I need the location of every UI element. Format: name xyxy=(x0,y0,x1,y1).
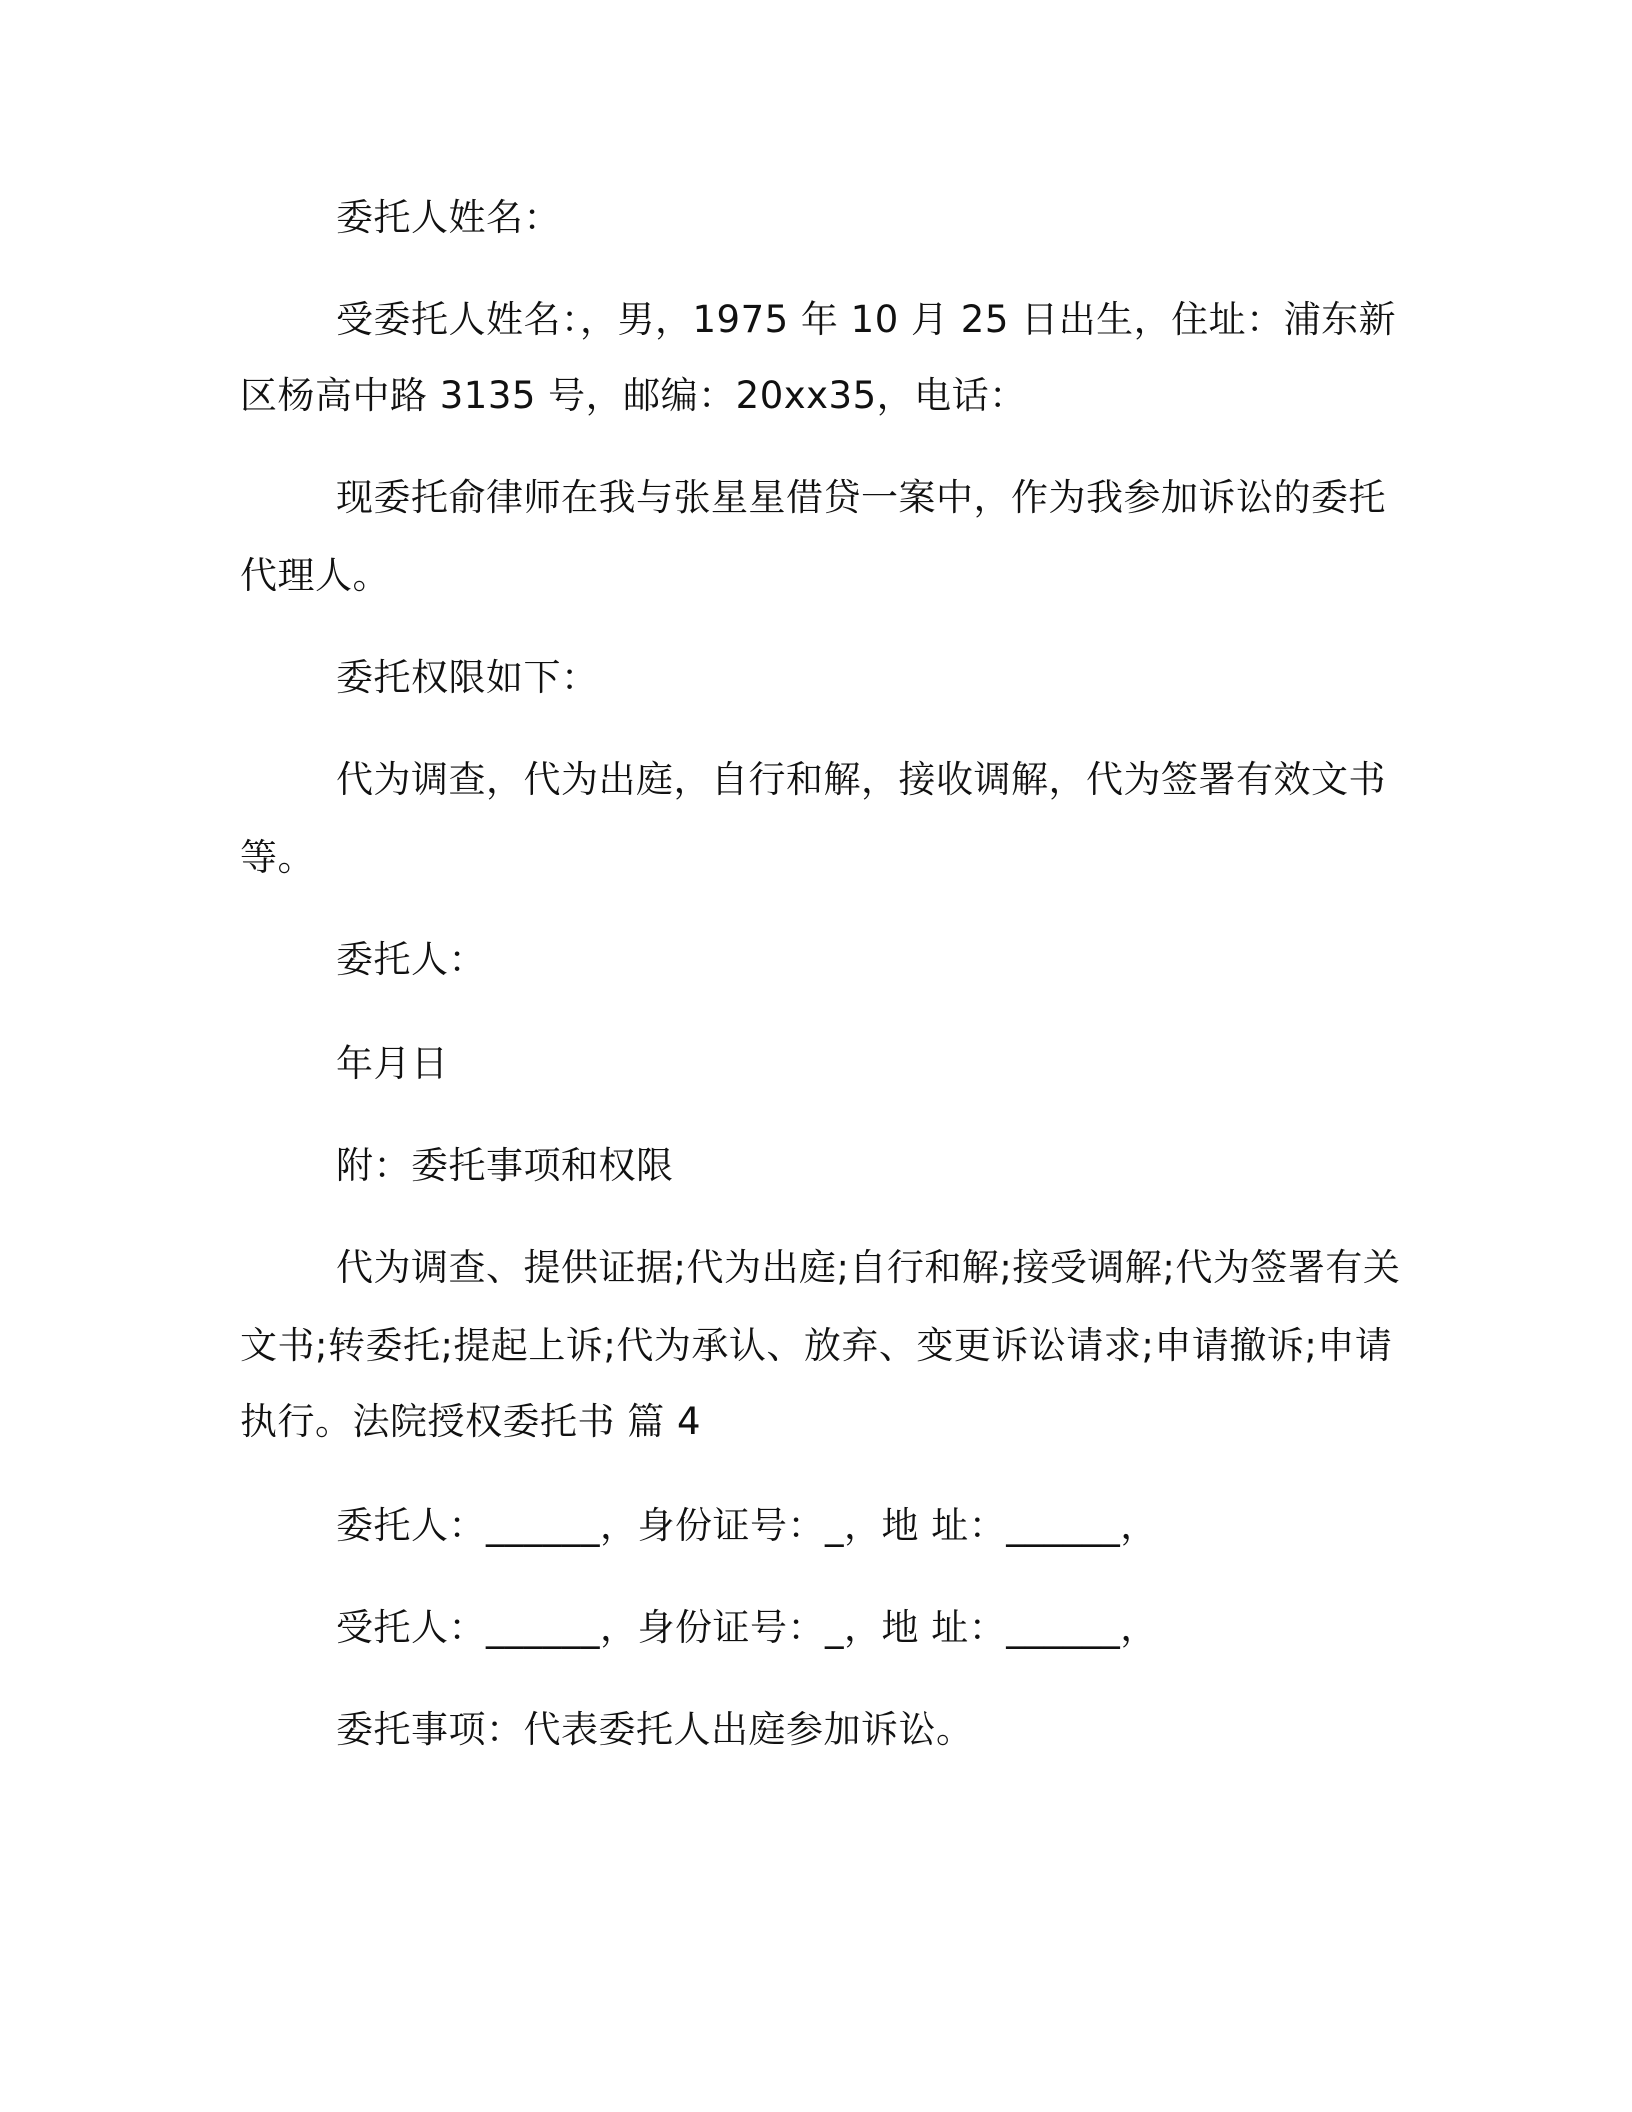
authority-heading: 委托权限如下： xyxy=(336,656,599,699)
agent-fields-line: 受托人：______，身份证号：_，地 址：______， xyxy=(336,1606,1158,1649)
principal-fields-line: 委托人：______，身份证号：_，地 址：______， xyxy=(336,1504,1158,1547)
appendix-items-line-3: 执行。法院授权委托书 篇 4 xyxy=(240,1400,702,1443)
date-line: 年月日 xyxy=(336,1042,449,1085)
delegation-statement-line-2: 代理人。 xyxy=(240,554,390,597)
authority-list-line-2: 等。 xyxy=(240,836,315,879)
agent-info-line-1: 受委托人姓名：，男，1975 年 10 月 25 日出生，住址：浦东新 xyxy=(336,298,1397,341)
agent-info-line-2: 区杨高中路 3135 号，邮编：20xx35，电话： xyxy=(240,374,1027,417)
principal-name-line: 委托人姓名： xyxy=(336,196,561,239)
appendix-items-line-1: 代为调查、提供证据;代为出庭;自行和解;接受调解;代为签署有关 xyxy=(336,1246,1401,1289)
signature-principal: 委托人： xyxy=(336,938,486,981)
authority-list-line-1: 代为调查，代为出庭，自行和解，接收调解，代为签署有效文书 xyxy=(336,758,1386,801)
appendix-items-line-2: 文书;转委托;提起上诉;代为承认、放弃、变更诉讼请求;申请撤诉;申请 xyxy=(240,1324,1393,1367)
matters-line: 委托事项：代表委托人出庭参加诉讼。 xyxy=(336,1708,974,1751)
appendix-heading: 附：委托事项和权限 xyxy=(336,1144,674,1187)
delegation-statement-line-1: 现委托俞律师在我与张星星借贷一案中，作为我参加诉讼的委托 xyxy=(336,476,1386,519)
